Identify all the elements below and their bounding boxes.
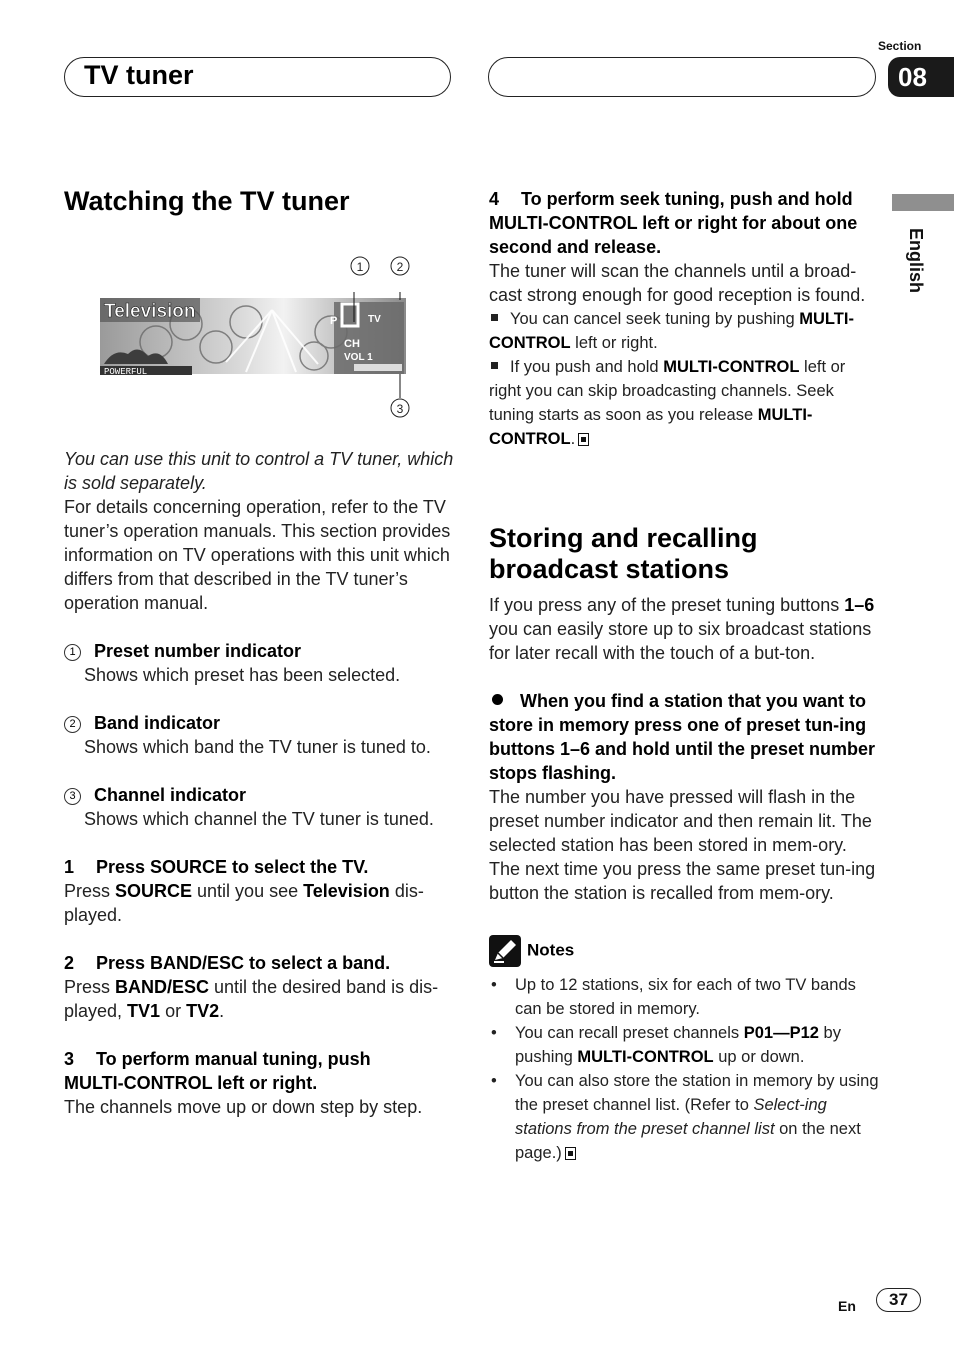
notes-heading: Notes xyxy=(489,935,879,967)
storing-intro: If you press any of the preset tuning buttons 1–6 you can easily store up to six broadcast stations for later recall with the touch of a but-ton. xyxy=(489,595,875,663)
section-label: Section xyxy=(878,39,922,53)
band-label: TV xyxy=(368,314,381,325)
step-4-title-a: 4 To perform seek tuning, push and hold xyxy=(489,189,853,209)
step-1-body: Press SOURCE until you see Television dis-played. xyxy=(64,881,424,925)
display-lower-text: POWERFUL xyxy=(104,367,148,377)
callout-2: 2 xyxy=(396,260,404,274)
step-1-title: 1 Press SOURCE to select the TV. xyxy=(64,857,369,877)
note-item-3: • You can also store the station in memory by using the preset channel list. (Refer to Select-ing stations from the preset channel list on the next page.) xyxy=(489,1069,879,1165)
header-right-pill xyxy=(488,57,876,97)
language-tab xyxy=(892,194,954,211)
step-2-title: 2 Press BAND/ESC to select a band. xyxy=(64,953,391,973)
step-3-title-a: 3 To perform manual tuning, push xyxy=(64,1049,371,1069)
display-figure xyxy=(96,252,426,424)
step-3-body: The channels move up or down step by step. xyxy=(64,1097,423,1117)
ch-label: CH xyxy=(344,338,360,350)
indicator-2-desc: Shows which band the TV tuner is tuned to. xyxy=(84,737,431,757)
step-3-title-b: MULTI-CONTROL left or right. xyxy=(64,1073,318,1093)
display-illustration xyxy=(96,252,426,424)
bullet-dot-icon xyxy=(492,694,503,705)
end-mark-icon xyxy=(565,1147,576,1160)
heading-watching-tv: Watching the TV tuner xyxy=(64,186,350,216)
step-4-note-2: If you push and hold MULTI-CONTROL left or right you can skip broadcasting channels. Seek tuning starts as soon as you release MULTI-CONTROL. xyxy=(489,358,846,448)
indicator-1-desc: Shows which preset has been selected. xyxy=(84,665,401,685)
left-body xyxy=(64,447,456,1119)
indicator-3-desc: Shows which channel the TV tuner is tuned. xyxy=(84,809,434,829)
step-4-note-1: You can cancel seek tuning by pushing MULTI-CONTROL left or right. xyxy=(489,310,854,352)
section-number: 08 xyxy=(888,57,954,97)
store-body-2: The next time you press the same preset tun-ing button the station is recalled from mem-ory. xyxy=(489,859,876,903)
store-body-1: The number you have pressed will flash in the preset number indicator and then remain lit. The selected station has been stored in mem-ory. xyxy=(489,787,872,855)
step-4-body: The tuner will scan the channels until a broad-cast strong enough for good reception is found. xyxy=(489,261,866,305)
indicator-2-title: 2 Band indicator xyxy=(64,711,456,735)
callout-3: 3 xyxy=(396,402,404,416)
step-2-body: Press BAND/ESC until the desired band is dis-played, TV1 or TV2. xyxy=(64,977,439,1021)
svg-text:P: P xyxy=(330,315,338,327)
note-item-1: • Up to 12 stations, six for each of two TV bands can be stored in memory. xyxy=(489,973,879,1021)
intro-body: For details concerning operation, refer to the TV tuner’s operation manuals. This section provides information on TV operations with this unit which differs from that described in the TV tuner’s operation manual. xyxy=(64,497,451,613)
intro-italic: You can use this unit to control a TV tuner, which is sold separately. xyxy=(64,449,454,493)
end-mark-icon xyxy=(578,433,589,446)
vol-label: VOL 1 xyxy=(344,352,373,363)
page-number: 37 xyxy=(876,1288,921,1312)
store-step-bullet: When you find a station that you want to store in memory press one of preset tun-ing buttons 1–6 and hold until the preset number stops flashing. xyxy=(489,691,876,783)
callout-1: 1 xyxy=(356,260,364,274)
indicator-3-title: 3 Channel indicator xyxy=(64,783,456,807)
indicator-1-title: 1 Preset number indicator xyxy=(64,639,456,663)
right-column xyxy=(489,187,879,1165)
left-column xyxy=(64,186,454,217)
pencil-note-icon xyxy=(489,935,521,967)
page-section-title: TV tuner xyxy=(84,60,194,90)
footer-language-code: En xyxy=(838,1298,856,1314)
language-label: English xyxy=(906,228,926,294)
display-text: Television xyxy=(104,301,196,322)
notes-list xyxy=(489,973,879,1165)
heading-storing-recalling: Storing and recalling broadcast stations xyxy=(489,523,758,584)
note-item-2: • You can recall preset channels P01—P12 by pushing MULTI-CONTROL up or down. xyxy=(489,1021,879,1069)
step-4-title-b: MULTI-CONTROL left or right for about one second and release. xyxy=(489,213,858,257)
